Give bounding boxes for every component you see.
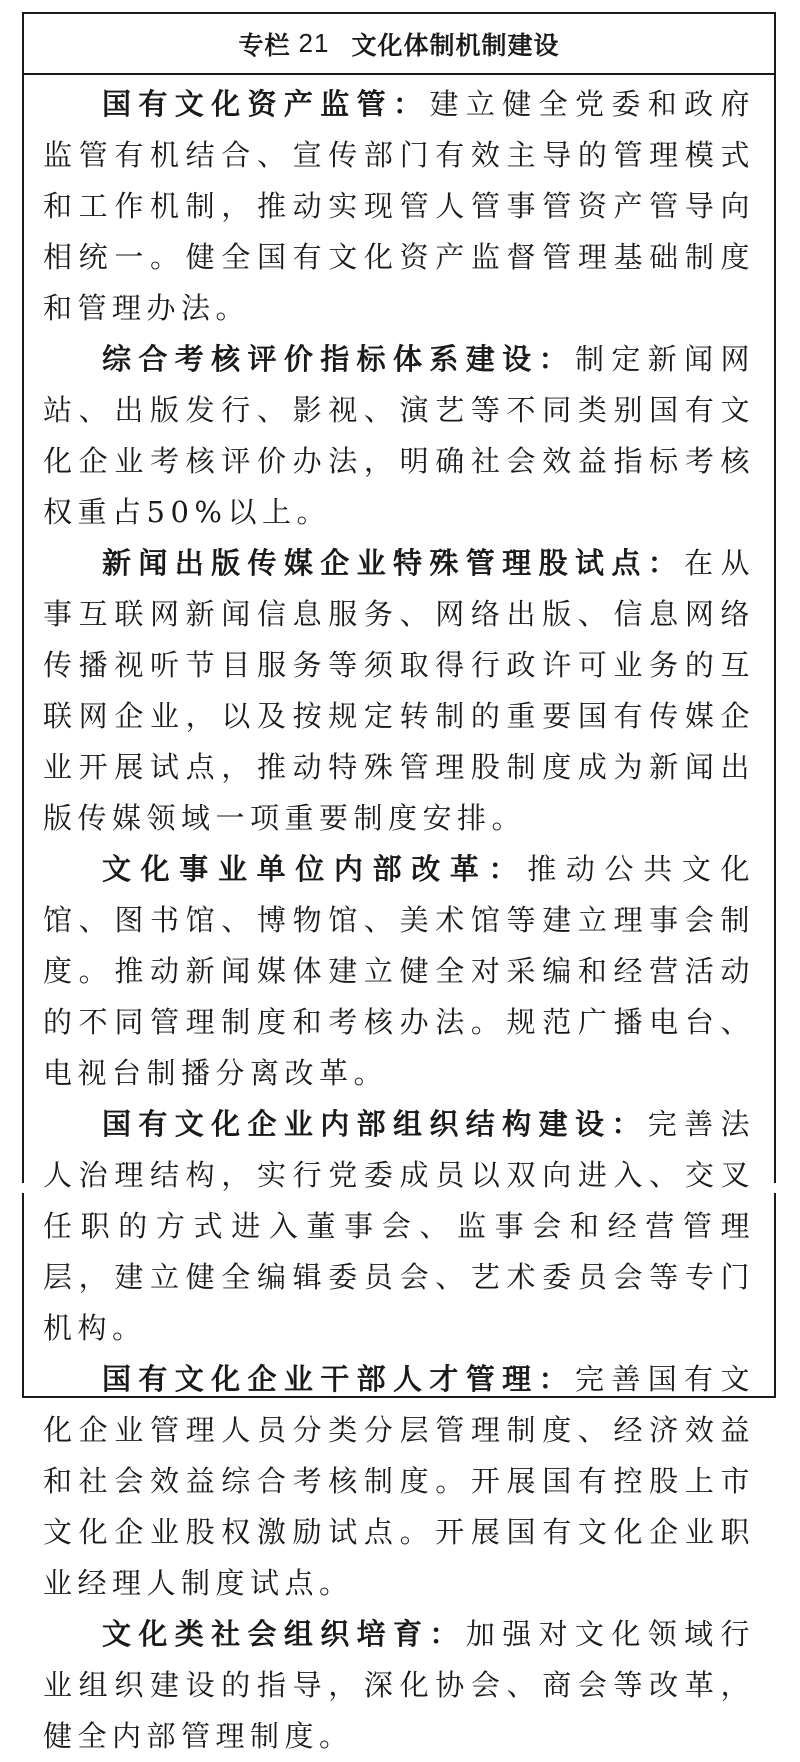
paragraph-text: 完善国有文化企业管理人员分类分层管理制度、经济效益和社会效益综合考核制度。开展国有控股上市文化企业股权激励试点。开展国有文化企业职业经理人制度试点。	[43, 1362, 755, 1600]
paragraph-internal-structure	[43, 1099, 755, 1354]
border-gap	[774, 1183, 780, 1193]
paragraph-state-asset-supervision	[43, 79, 755, 334]
box-title-label: 专栏	[238, 30, 291, 60]
paragraph-heading: 文化事业单位内部改革：	[102, 852, 528, 886]
paragraph-text: 建立健全党委和政府监管有机结合、宣传部门有效主导的管理模式和工作机制，推动实现管人管事管资产管导向相统一。健全国有文化资产监督管理基础制度和管理办法。	[43, 87, 755, 325]
box-body	[24, 75, 755, 1762]
paragraph-heading: 国有文化资产监管：	[102, 87, 430, 121]
paragraph-text: 在从事互联网新闻信息服务、网络出版、信息网络传播视听节目服务等须取得行政许可业务的互联网企业，以及按规定转制的重要国有传媒企业开展试点，推动特殊管理股制度成为新闻出版传媒领域一项重要制度安排。	[43, 546, 755, 835]
paragraph-text: 完善法人治理结构，实行党委成员以双向进入、交叉任职的方式进入董事会、监事会和经营管理层，建立健全编辑委员会、艺术委员会等专门机构。	[43, 1107, 755, 1345]
paragraph-text: 加强对文化领域行业组织建设的指导，深化协会、商会等改革，健全内部管理制度。	[43, 1617, 755, 1753]
paragraph-heading: 国有文化企业干部人才管理：	[102, 1362, 575, 1396]
box-title-number: 21	[298, 28, 330, 58]
paragraph-heading: 新闻出版传媒企业特殊管理股试点：	[102, 546, 685, 580]
paragraph-evaluation-index-system	[43, 334, 755, 538]
paragraph-special-management-shares	[43, 538, 755, 844]
paragraph-public-institution-reform	[43, 844, 755, 1099]
paragraph-social-organization	[43, 1609, 755, 1762]
box-title	[24, 14, 774, 75]
paragraph-heading: 文化类社会组织培育：	[102, 1617, 466, 1651]
box-title-text: 文化体制机制建设	[351, 30, 560, 60]
column-box	[22, 12, 776, 1753]
paragraph-cadre-talent-management	[43, 1354, 755, 1609]
paragraph-text: 制定新闻网站、出版发行、影视、演艺等不同类别国有文化企业考核评价办法，明确社会效益指标考核权重占50%以上。	[43, 342, 755, 529]
paragraph-text: 推动公共文化馆、图书馆、博物馆、美术馆等建立理事会制度。推动新闻媒体建立健全对采编和经营活动的不同管理制度和考核办法。规范广播电台、电视台制播分离改革。	[43, 852, 755, 1090]
paragraph-heading: 综合考核评价指标体系建设：	[102, 342, 575, 376]
paragraph-heading: 国有文化企业内部组织结构建设：	[102, 1107, 648, 1141]
border-gap	[20, 1183, 26, 1193]
